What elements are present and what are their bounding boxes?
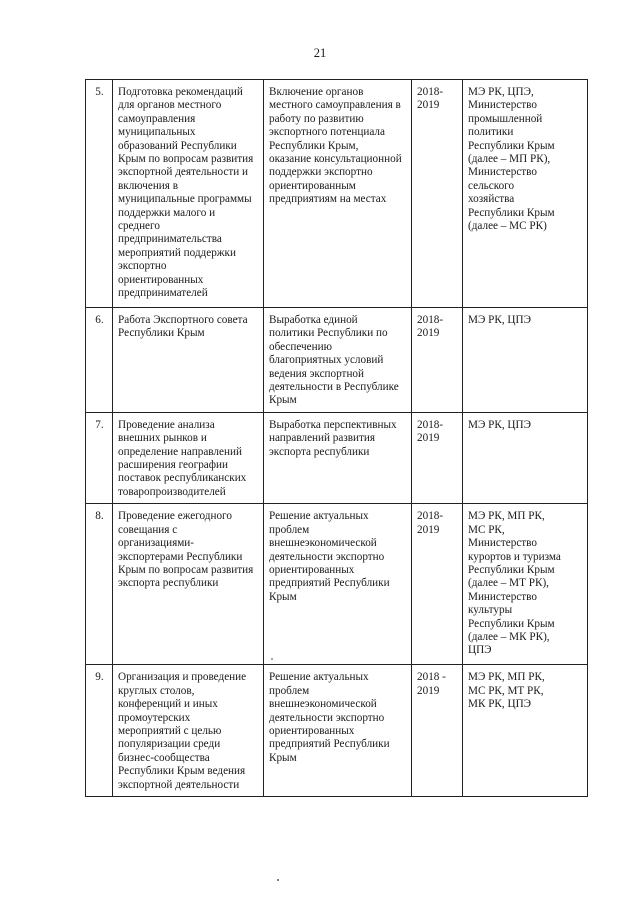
executors-cell: МЭ РК, ЦПЭ (463, 412, 588, 503)
executors-cell: МЭ РК, ЦПЭ (463, 308, 588, 413)
executors-cell: МЭ РК, МП РК, МС РК, Министерство курортов и туризма Республики Крым (далее – МТ РК), Министерство культуры Республики Крым (далее – МК РК), ЦПЭ (463, 504, 588, 665)
row-number: 9. (86, 665, 113, 797)
row-number: 7. (86, 412, 113, 503)
scan-speck (277, 879, 279, 881)
period-cell: 2018- 2019 (412, 308, 463, 413)
activity-cell: Подготовка рекомендаций для органов местного самоуправления муниципальных образований Республики Крым по вопросам развития экспортной деятельности и включения в муниципальные программы поддержки малого и среднего предпринимательства мероприятий поддержки экспортно ориентированных предпринимателей (113, 80, 264, 308)
result-cell: Решение актуальных проблем внешнеэкономической деятельности экспортно ориентированных предприятий Республики Крым (264, 504, 412, 665)
executors-cell: МЭ РК, ЦПЭ, Министерство промышленной политики Республики Крым (далее – МП РК), Министерство сельского хозяйства Республики Крым (далее – МС РК) (463, 80, 588, 308)
row-number: 5. (86, 80, 113, 308)
executors-cell: МЭ РК, МП РК, МС РК, МТ РК, МК РК, ЦПЭ (463, 665, 588, 797)
scan-speck (271, 658, 273, 660)
page-number: 21 (313, 46, 327, 60)
row-number: 8. (86, 504, 113, 665)
table-row (86, 504, 588, 665)
period-cell: 2018 - 2019 (412, 665, 463, 797)
result-cell: Включение органов местного самоуправления в работу по развитию экспортного потенциала Республики Крым, оказание консультационной поддержки экспортно ориентированным предприятиям на местах (264, 80, 412, 308)
activity-cell: Работа Экспортного совета Республики Крым (113, 308, 264, 413)
period-cell: 2018- 2019 (412, 412, 463, 503)
row-number: 6. (86, 308, 113, 413)
action-plan-table (85, 79, 588, 797)
period-cell: 2018- 2019 (412, 80, 463, 308)
activity-cell: Проведение ежегодного совещания с организациями- экспортерами Республики Крым по вопросам развития экспорта республики (113, 504, 264, 665)
activity-cell: Проведение анализа внешних рынков и определение направлений расширения географии поставок республиканских товаропроизводителей (113, 412, 264, 503)
activity-cell: Организация и проведение круглых столов, конференций и иных промоутерских мероприятий с целью популяризации среди бизнес-сообщества Республики Крым ведения экспортной деятельности (113, 665, 264, 797)
result-cell: Решение актуальных проблем внешнеэкономической деятельности экспортно ориентированных предприятий Республики Крым (264, 665, 412, 797)
result-cell: Выработка перспективных направлений развития экспорта республики (264, 412, 412, 503)
table-row (86, 80, 588, 308)
table-row (86, 412, 588, 503)
result-cell: Выработка единой политики Республики по обеспечению благоприятных условий ведения экспортной деятельности в Республике Крым (264, 308, 412, 413)
table-row (86, 308, 588, 413)
period-cell: 2018- 2019 (412, 504, 463, 665)
table-row (86, 665, 588, 797)
